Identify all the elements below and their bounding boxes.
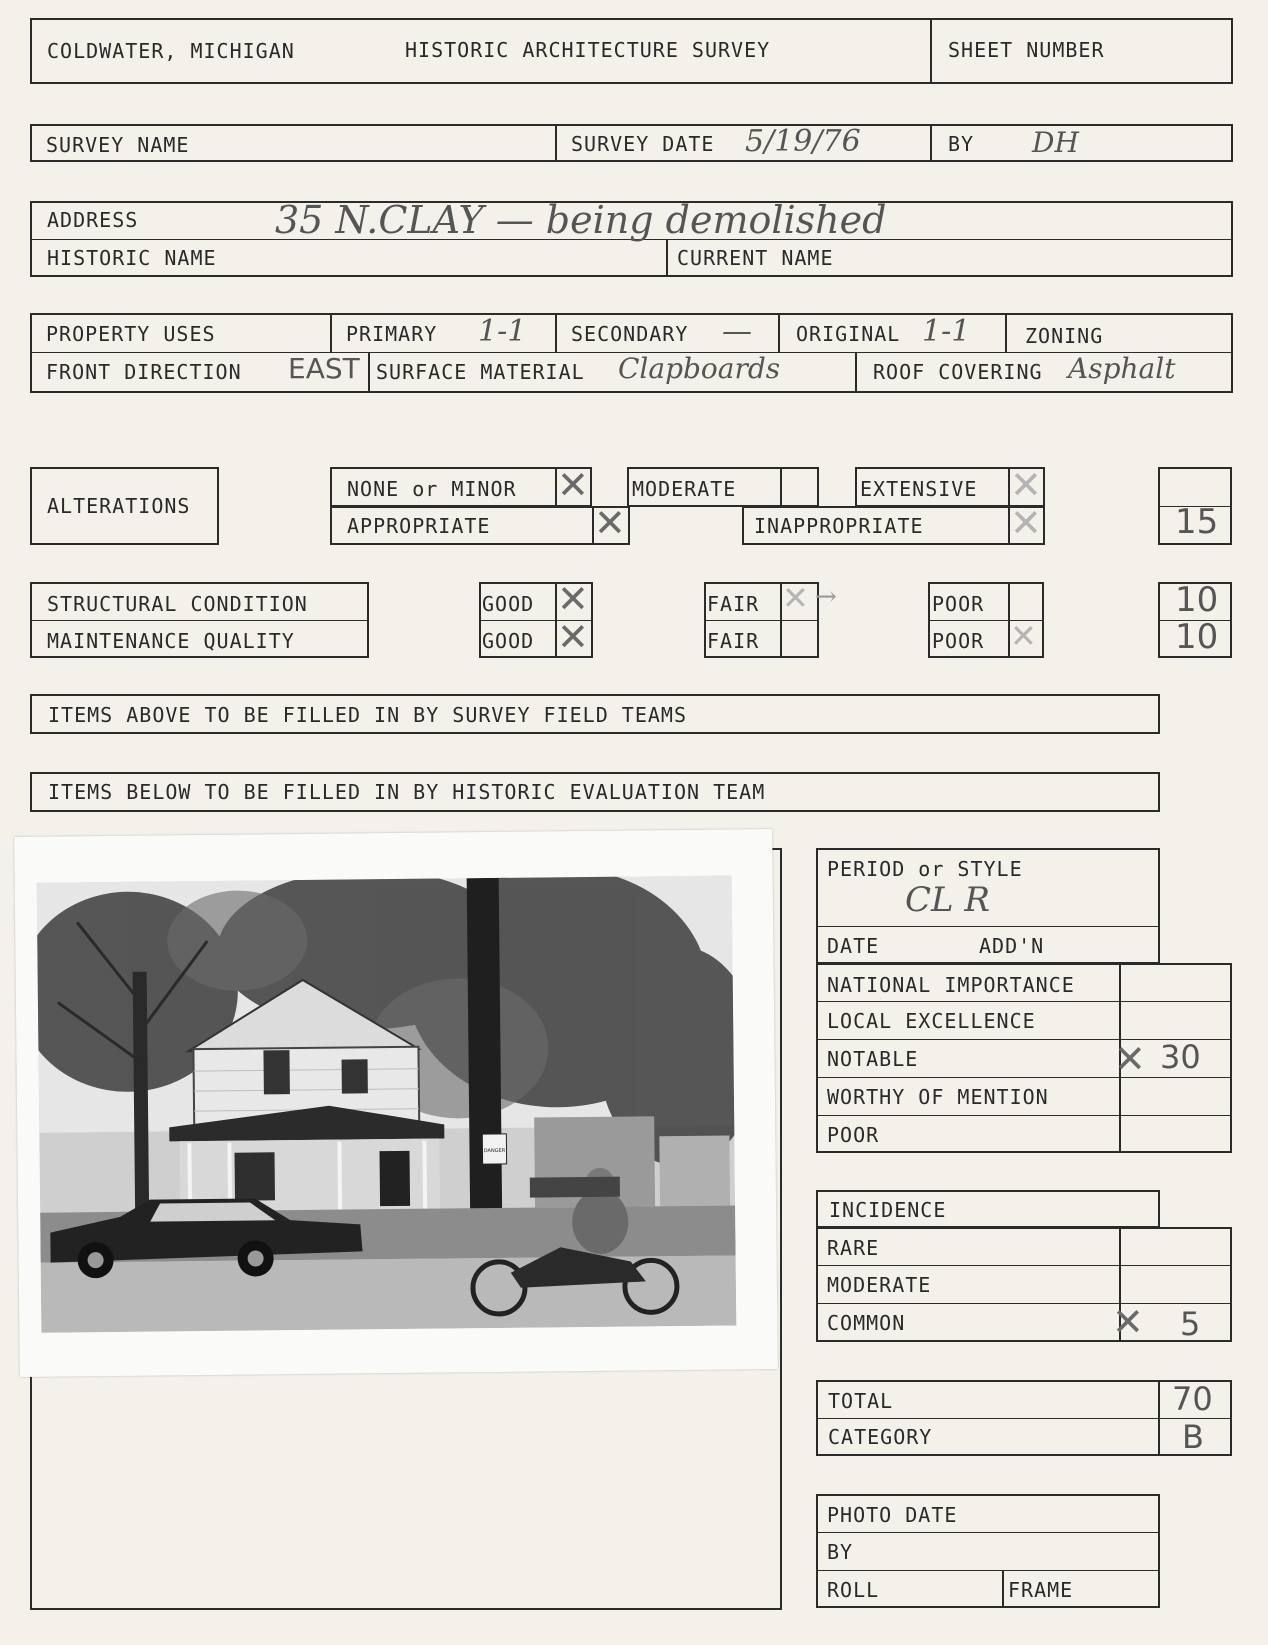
imp-line3 (816, 1077, 1232, 1078)
alterations-score: 15 (1175, 502, 1219, 542)
roll-label: ROLL (827, 1578, 880, 1602)
structural-fair-label: FAIR (707, 592, 760, 616)
common-check[interactable]: ✕ (1112, 1300, 1144, 1344)
survey-name-label: SURVEY NAME (46, 133, 190, 157)
zoning-label: ZONING (1025, 324, 1104, 348)
sheet-number-label: SHEET NUMBER (948, 38, 1105, 62)
imp-line4 (816, 1115, 1232, 1116)
worthy-of-mention-label: WORTHY OF MENTION (827, 1085, 1049, 1109)
maintenance-good-label: GOOD (482, 629, 535, 653)
evaluation-note-bottom (30, 810, 1160, 812)
prop-div2 (555, 313, 557, 353)
survey-by-value: DH (1032, 126, 1079, 159)
date-label: DATE (827, 934, 880, 958)
evaluation-note-left (30, 772, 32, 812)
survey-row-div1 (555, 124, 557, 162)
inc-line1 (816, 1265, 1232, 1266)
photo-info-line1 (816, 1532, 1160, 1533)
poor-label: POOR (827, 1123, 880, 1147)
category-label: CATEGORY (828, 1425, 933, 1449)
fair-mid (704, 620, 819, 621)
maintenance-quality-label: MAINTENANCE QUALITY (47, 629, 295, 653)
alterations-label: ALTERATIONS (47, 494, 191, 518)
addn-label: ADD'N (979, 934, 1045, 958)
address-div (666, 239, 668, 277)
photo-area-bottom (30, 1608, 782, 1610)
maintenance-poor-check[interactable]: ✕ (1010, 617, 1037, 655)
evaluation-team-note: ITEMS BELOW TO BE FILLED IN BY HISTORIC EVALUATION TEAM (48, 780, 766, 804)
frame-label: FRAME (1008, 1578, 1074, 1602)
local-excellence-label: LOCAL EXCELLENCE (827, 1009, 1036, 1033)
evaluation-note-right (1158, 772, 1160, 812)
notable-check[interactable]: ✕ (1114, 1037, 1146, 1081)
moderate-label: MODERATE (632, 477, 737, 501)
condition-mid (30, 620, 369, 621)
moderate-check-div (780, 467, 782, 507)
survey-row-right (1231, 124, 1233, 162)
notable-score: 30 (1160, 1038, 1201, 1076)
secondary-value: — (722, 314, 752, 349)
survey-by-label: BY (948, 132, 975, 156)
structural-good-label: GOOD (482, 592, 535, 616)
building-photograph (14, 829, 778, 1377)
evaluation-note-top (30, 772, 1160, 774)
prop-div4 (1005, 313, 1007, 353)
photo-info-div (1002, 1570, 1004, 1608)
survey-row-left (30, 124, 32, 162)
total-label: TOTAL (828, 1389, 894, 1413)
photo-scene (37, 875, 737, 1332)
photo-by-label: BY (827, 1540, 854, 1564)
category-value: B (1182, 1418, 1204, 1456)
surface-material-label: SURFACE MATERIAL (376, 360, 585, 384)
maintenance-poor-label: POOR (932, 629, 985, 653)
original-label: ORIGINAL (796, 322, 901, 346)
appropriate-check[interactable]: ✕ (594, 501, 626, 545)
totals-mid (816, 1418, 1232, 1419)
historic-name-label: HISTORIC NAME (47, 246, 217, 270)
photo-sign-text: DANGER (483, 1147, 506, 1155)
current-name-label: CURRENT NAME (677, 246, 834, 270)
fair-arrow-mark: → (815, 582, 837, 612)
survey-date-value: 5/19/76 (745, 124, 861, 159)
rare-label: RARE (827, 1236, 880, 1260)
total-value: 70 (1172, 1380, 1213, 1418)
prop-div5 (368, 352, 370, 393)
survey-row-div2 (930, 124, 932, 162)
prop-div1 (330, 313, 332, 353)
inappropriate-check[interactable]: ✕ (1010, 501, 1042, 545)
maintenance-good-check[interactable]: ✕ (557, 615, 589, 659)
notable-label: NOTABLE (827, 1047, 919, 1071)
property-uses-label: PROPERTY USES (46, 322, 216, 346)
common-label: COMMON (827, 1311, 906, 1335)
national-importance-label: NATIONAL IMPORTANCE (827, 973, 1075, 997)
header-divider (930, 18, 932, 84)
extensive-label: EXTENSIVE (860, 477, 978, 501)
structural-fair-check[interactable]: ✕ (782, 579, 809, 617)
imp-line1 (816, 1001, 1232, 1002)
survey-row-bottom (30, 160, 1233, 162)
common-score: 5 (1180, 1305, 1201, 1343)
moderate-incidence-label: MODERATE (827, 1273, 932, 1297)
inc-line2 (816, 1303, 1232, 1304)
secondary-label: SECONDARY (571, 322, 689, 346)
structural-score: 10 (1175, 580, 1219, 620)
primary-value: 1-1 (478, 314, 527, 349)
none-minor-check[interactable]: ✕ (557, 463, 589, 507)
structural-condition-label: STRUCTURAL CONDITION (47, 592, 308, 616)
incidence-label: INCIDENCE (829, 1198, 947, 1222)
header-title: HISTORIC ARCHITECTURE SURVEY (405, 38, 771, 62)
photo-date-label: PHOTO DATE (827, 1503, 958, 1527)
front-direction-label: FRONT DIRECTION (46, 360, 242, 384)
structural-poor-label: POOR (932, 592, 985, 616)
inappropriate-label: INAPPROPRIATE (754, 514, 924, 538)
maintenance-fair-label: FAIR (707, 629, 760, 653)
none-minor-label: NONE or MINOR (347, 477, 517, 501)
structural-good-check[interactable]: ✕ (557, 577, 589, 621)
period-bottom (816, 926, 1160, 927)
photo-info-line2 (816, 1570, 1160, 1571)
extensive-check[interactable]: ✕ (1010, 463, 1042, 507)
prop-div3 (778, 313, 780, 353)
appropriate-label: APPROPRIATE (347, 514, 491, 538)
roof-covering-label: ROOF COVERING (873, 360, 1043, 384)
field-teams-note: ITEMS ABOVE TO BE FILLED IN BY SURVEY FIELD TEAMS (48, 703, 688, 727)
header-city: COLDWATER, MICHIGAN (47, 39, 295, 63)
front-direction-value: EAST (288, 352, 360, 385)
maintenance-score: 10 (1175, 617, 1219, 657)
address-label: ADDRESS (47, 208, 139, 232)
prop-div6 (855, 352, 857, 393)
original-value: 1-1 (922, 314, 971, 349)
roof-covering-value: Asphalt (1068, 352, 1176, 385)
survey-date-label: SURVEY DATE (571, 132, 715, 156)
photo-area-right (780, 848, 782, 1610)
period-style-label: PERIOD or STYLE (827, 857, 1023, 881)
period-style-value: CL R (905, 880, 990, 920)
primary-label: PRIMARY (346, 322, 438, 346)
address-value: 35 N.CLAY — being demolished (275, 198, 887, 242)
surface-material-value: Clapboards (618, 352, 781, 385)
